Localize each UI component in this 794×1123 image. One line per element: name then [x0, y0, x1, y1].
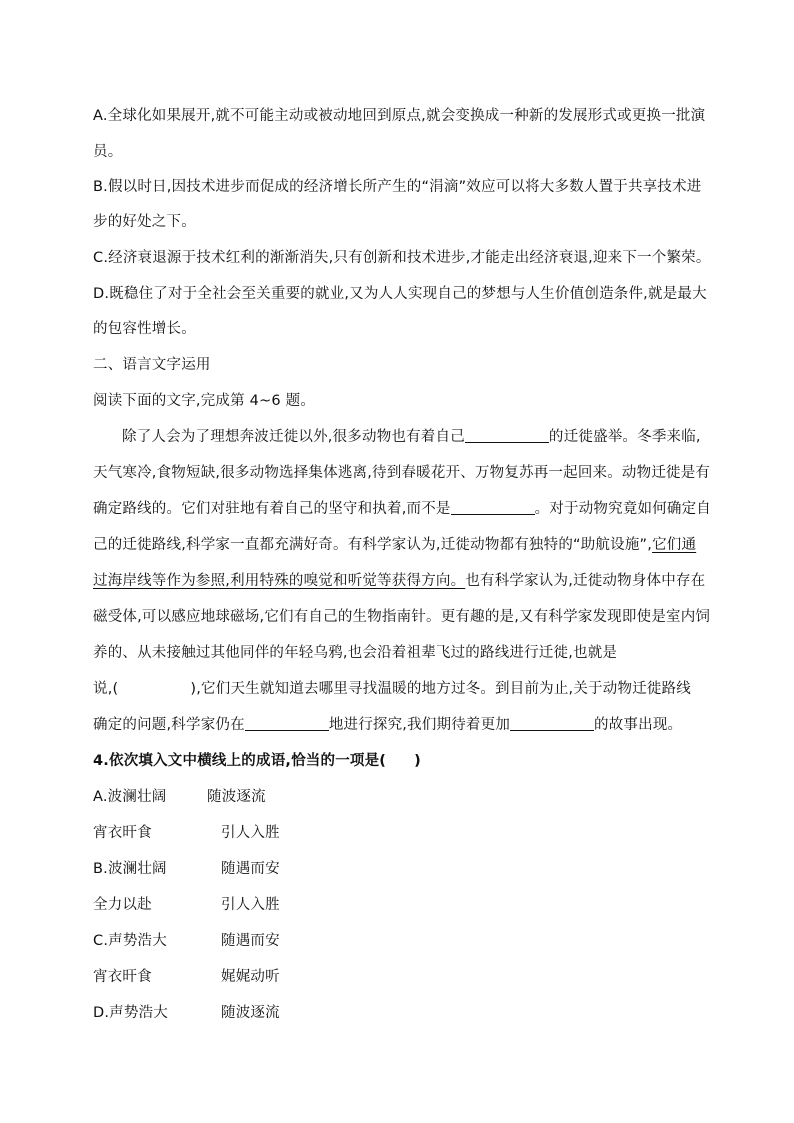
section-instruction: 阅读下面的文字,完成第 4~6 题。 — [93, 393, 316, 409]
choice-col-2: 娓娓动听 — [221, 969, 280, 985]
choice-row — [93, 1003, 280, 1023]
option-c-line1: C.经济衰退源于技术红利的渐渐消失,只有创新和技术进步,才能走出经济衰退,迎来下一个繁荣。 — [93, 250, 711, 266]
passage-text: 确定路线的。它们对驻地有着自己的坚守和执着,而不是 — [93, 501, 451, 517]
option-d-line2: 的包容性增长。 — [93, 321, 196, 337]
passage-text: 也有科学家认为,迁徙动物身体中存在 — [465, 573, 706, 589]
passage-text: 说,( — [93, 681, 119, 697]
choice-row — [93, 967, 280, 987]
fill-blank-2 — [451, 500, 535, 515]
underlined-sentence: 它们通 — [652, 537, 697, 553]
choice-row — [93, 787, 266, 807]
choice-col-2: 引人入胜 — [221, 825, 280, 841]
question-4-stem — [93, 751, 421, 771]
passage-text: ),它们天生就知道去哪里寻找温暖的地方过冬。到目前为止,关于动物迁徙路线 — [190, 681, 691, 697]
option-d-line1: D.既稳住了对于全社会至关重要的就业,又为人人实现自己的梦想与人生价值创造条件,就是最大 — [93, 286, 707, 302]
fill-blank-4 — [510, 716, 594, 731]
choice-col-2: 随遇而安 — [221, 933, 280, 949]
choice-col-2: 引人入胜 — [221, 897, 280, 913]
choice-row — [93, 931, 280, 951]
passage-text: 除了人会为了理想奔波迁徙以外,很多动物也有着自己 — [122, 429, 465, 445]
passage-line-1 — [122, 427, 701, 447]
choice-col-1: B.波澜壮阔 — [93, 861, 167, 877]
choice-col-1: C.声势浩大 — [93, 933, 167, 949]
passage-line-4 — [93, 535, 696, 555]
passage-text: 。对于动物究竟如何确定自 — [534, 501, 712, 517]
passage-text: 的故事出现。 — [594, 717, 683, 733]
choice-row — [93, 895, 280, 915]
choice-col-1: D.声势浩大 — [93, 1005, 168, 1021]
passage-text: 确定的问题,科学家仍在 — [93, 717, 245, 733]
choice-row — [93, 823, 280, 843]
fill-blank-1 — [465, 428, 549, 443]
passage-text: 己的迁徙路线,科学家一直都充满好奇。有科学家认为,迁徙动物都有独特的“助航设施”, — [93, 537, 653, 553]
underlined-sentence: 过海岸线等作为参照,利用特殊的嗅觉和听觉等获得方向。 — [93, 573, 466, 589]
option-a-line1: A.全球化如果展开,就不可能主动或被动地回到原点,就会变换成一种新的发展形式或更换一批演 — [93, 108, 706, 124]
question-text: ) — [414, 753, 421, 769]
passage-line-2: 天气寒冷,食物短缺,很多动物选择集体逃离,待到春暖花开、万物复苏再一起回来。动物迁徙是有 — [93, 465, 711, 481]
passage-line-3 — [93, 499, 711, 519]
choice-col-1: A.波澜壮阔 — [93, 789, 167, 805]
choice-col-2: 随遇而安 — [221, 861, 280, 877]
passage-line-5 — [93, 571, 705, 591]
question-text: 4.依次填入文中横线上的成语,恰当的一项是( — [93, 753, 387, 769]
choice-col-1: 宵衣旰食 — [93, 969, 152, 985]
choice-col-2: 随波逐流 — [207, 789, 266, 805]
choice-row — [93, 859, 280, 879]
passage-text: 地进行探究,我们期待着更加 — [328, 717, 511, 733]
option-b-line2: 步的好处之下。 — [93, 214, 196, 230]
passage-line-7: 养的、从未接触过其他同伴的年轻乌鸦,也会沿着祖辈飞过的路线进行迁徙,也就是 — [93, 645, 618, 661]
passage-line-8 — [93, 679, 691, 699]
option-a-line2: 员。 — [93, 144, 123, 160]
section-title: 二、语言文字运用 — [93, 357, 211, 373]
option-b-line1: B.假以时日,因技术进步而促成的经济增长所产生的“涓滴”效应可以将大多数人置于共享技术进 — [93, 179, 702, 195]
passage-line-6: 磁受体,可以感应地球磁场,它们有自己的生物指南针。更有趣的是,又有科学家发现即使是室内饲 — [93, 609, 711, 625]
choice-col-2: 随波逐流 — [221, 1005, 280, 1021]
passage-line-9 — [93, 715, 682, 735]
fill-blank-3 — [245, 716, 329, 731]
choice-col-1: 宵衣旰食 — [93, 825, 152, 841]
passage-text: 的迁徙盛举。冬季来临, — [548, 429, 701, 445]
choice-col-1: 全力以赴 — [93, 897, 152, 913]
